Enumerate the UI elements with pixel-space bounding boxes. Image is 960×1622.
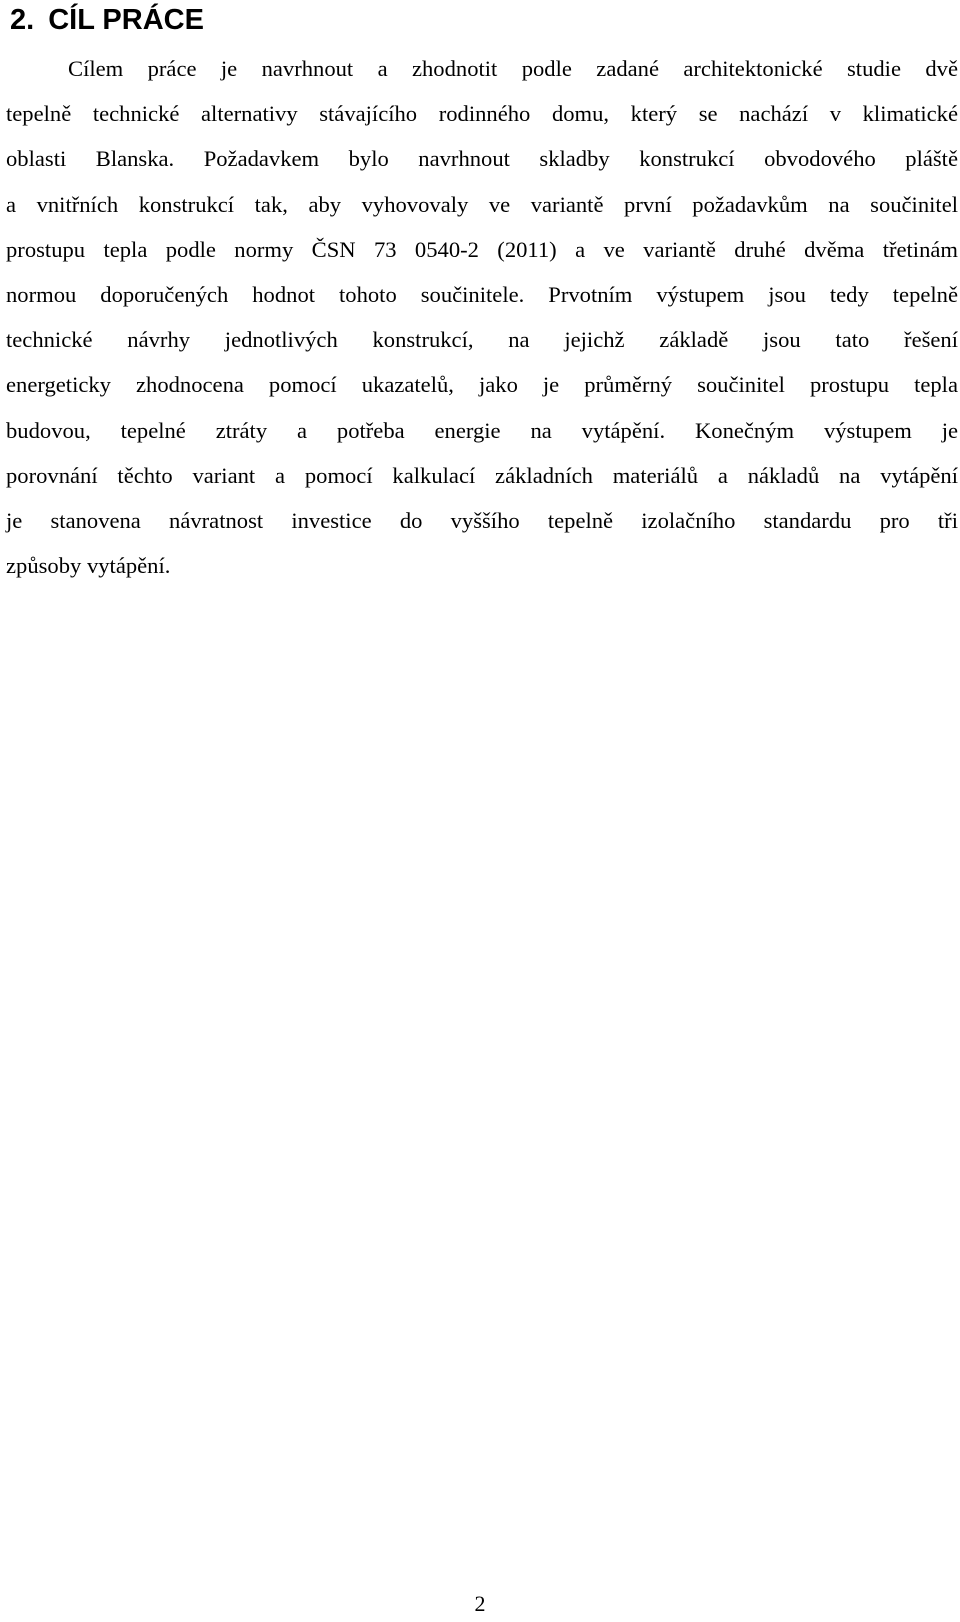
paragraph-line: oblasti Blanska. Požadavkem bylo navrhnout skladby konstrukcí obvodového pláště: [6, 146, 958, 172]
section-number: 2.: [10, 4, 35, 36]
section-title: CÍL PRÁCE: [48, 4, 204, 36]
paragraph-line: a vnitřních konstrukcí tak, aby vyhovovaly ve variantě první požadavkům na součinitel: [6, 191, 958, 217]
paragraph-line: normou doporučených hodnot tohoto součinitele. Prvotním výstupem jsou tedy tepelně: [6, 281, 958, 307]
paragraph-line: technické návrhy jednotlivých konstrukcí, na jejichž základě jsou tato řešení: [6, 327, 958, 353]
paragraph-line: je stanovena návratnost investice do vyššího tepelně izolačního standardu pro tři: [6, 507, 958, 533]
page-number: 2: [474, 1591, 486, 1616]
paragraph-line: porovnání těchto variant a pomocí kalkulací základních materiálů a nákladů na vytápění: [6, 462, 958, 488]
section-heading: [10, 2, 204, 38]
paragraph-line: energeticky zhodnocena pomocí ukazatelů, jako je průměrný součinitel prostupu tepla: [6, 372, 958, 398]
paragraph-line: způsoby vytápění.: [6, 553, 171, 579]
body-paragraph: [6, 46, 958, 588]
paragraph-line: tepelně technické alternativy stávajícího rodinného domu, který se nachází v klimatické: [6, 101, 958, 127]
paragraph-line: budovou, tepelné ztráty a potřeba energie na vytápění. Konečným výstupem je: [6, 417, 958, 443]
paragraph-line: prostupu tepla podle normy ČSN 73 0540-2 (2011) a ve variantě druhé dvěma třetinám: [6, 236, 958, 262]
paragraph-line: Cílem práce je navrhnout a zhodnotit podle zadané architektonické studie dvě: [68, 56, 958, 81]
